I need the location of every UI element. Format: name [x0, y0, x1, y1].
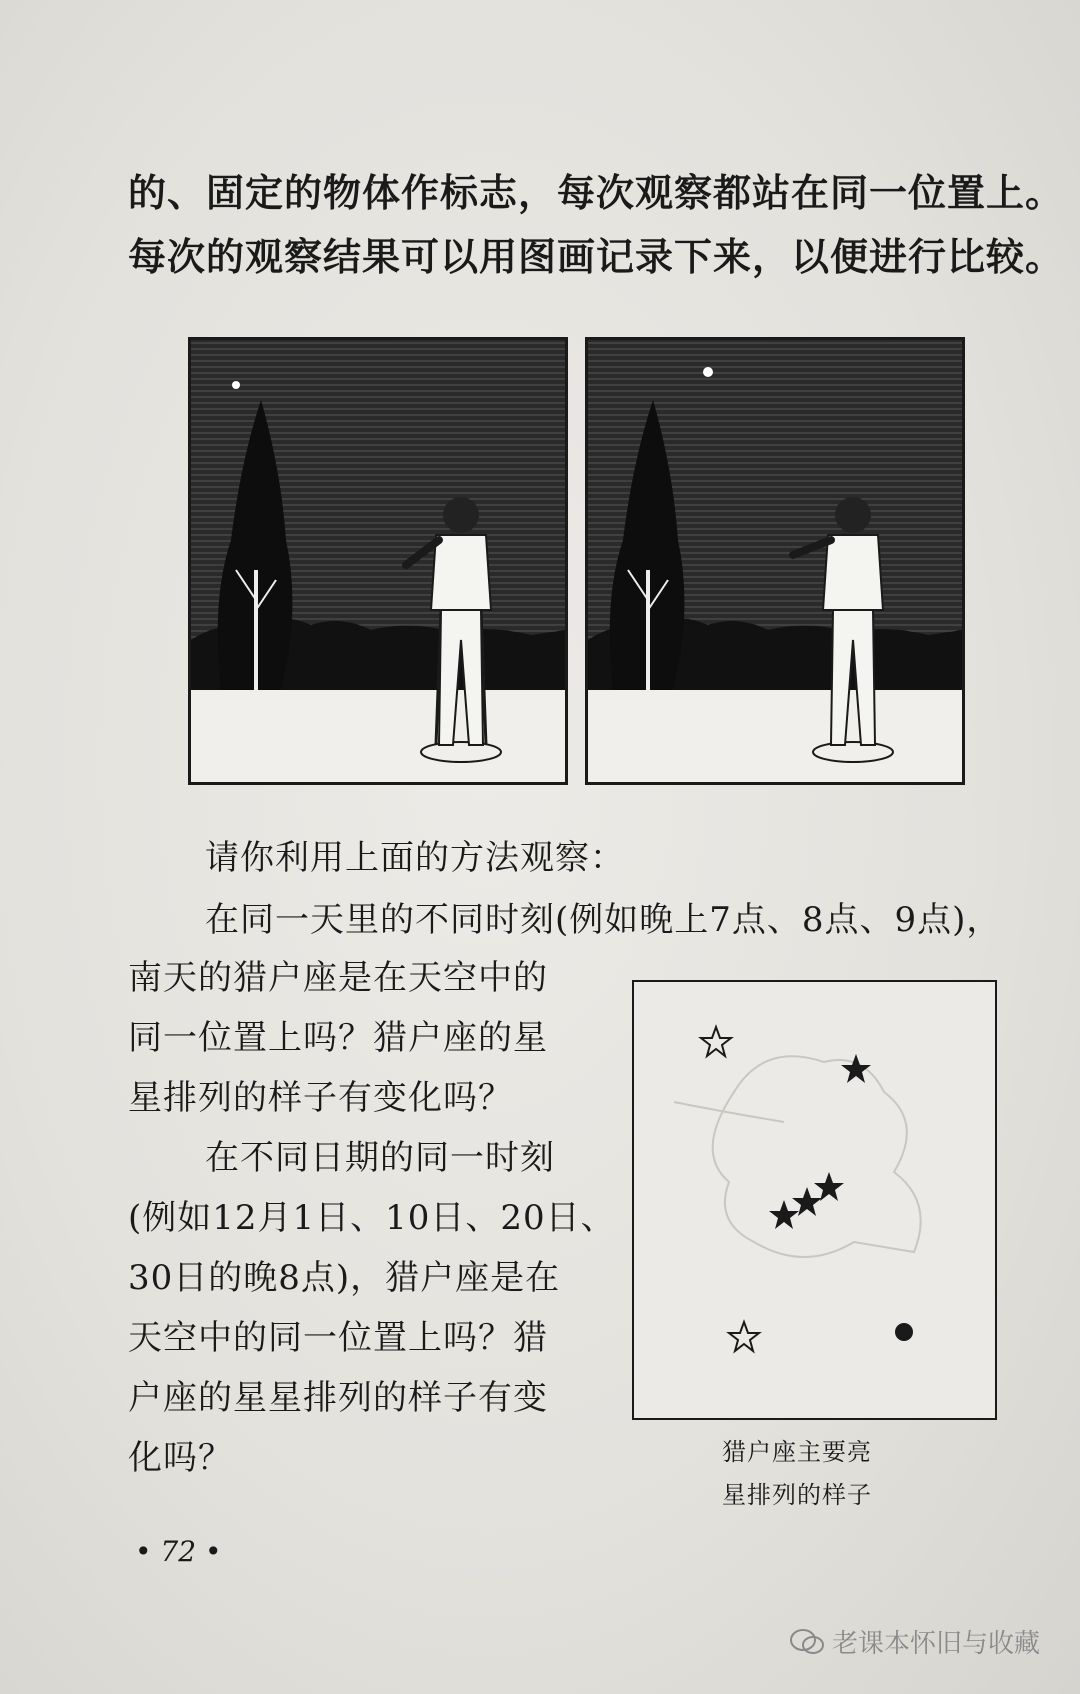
- orion-figure: [632, 980, 997, 1420]
- paragraph-2-line-1: 在同一天里的不同时刻(例如晚上7点、8点、9点)，: [205, 900, 1002, 940]
- watermark: [790, 1623, 1040, 1660]
- figure-caption-line-2: 星排列的样子: [722, 1481, 872, 1509]
- paragraph-3-line-4: 天空中的同一位置上吗？猎: [128, 1318, 548, 1358]
- night-scene-right: [588, 340, 962, 782]
- paragraph-3-line-6: 化吗？: [128, 1438, 233, 1478]
- orion-diagram: [634, 982, 995, 1418]
- paragraph-3-line-3: 30日的晚8点)，猎户座是在: [128, 1258, 561, 1298]
- text-line-1: 的、固定的物体作标志，每次观察都站在同一位置上。: [128, 170, 1065, 215]
- paragraph-2-line-4: 星排列的样子有变化吗？: [128, 1078, 513, 1118]
- watermark-text: 老课本怀旧与收藏: [832, 1629, 1041, 1659]
- star-icon: [701, 1027, 731, 1056]
- paragraph-3-line-5: 户座的星星排列的样子有变: [128, 1378, 548, 1418]
- illustration-right: [585, 337, 965, 785]
- wechat-icon: [790, 1628, 824, 1656]
- star-icon: [729, 1322, 759, 1351]
- page-number: • 72 •: [135, 1535, 222, 1568]
- paragraph-1: 请你利用上面的方法观察：: [205, 838, 625, 878]
- star-icon: [841, 1054, 871, 1083]
- figure-caption-line-1: 猎户座主要亮: [722, 1438, 872, 1466]
- star-icon: [895, 1323, 913, 1341]
- paragraph-2-line-2: 南天的猎户座是在天空中的: [128, 958, 548, 998]
- paragraph-3-line-1: 在不同日期的同一时刻: [205, 1138, 555, 1178]
- illustration-left: [188, 337, 568, 785]
- star-icon: [769, 1172, 844, 1229]
- paragraph-2-line-3: 同一位置上吗？猎户座的星: [128, 1018, 548, 1058]
- text-line-2: 每次的观察结果可以用图画记录下来，以便进行比较。: [128, 234, 1065, 279]
- night-scene-left: [191, 340, 565, 782]
- paragraph-3-line-2: (例如12月1日、10日、20日、: [128, 1198, 616, 1238]
